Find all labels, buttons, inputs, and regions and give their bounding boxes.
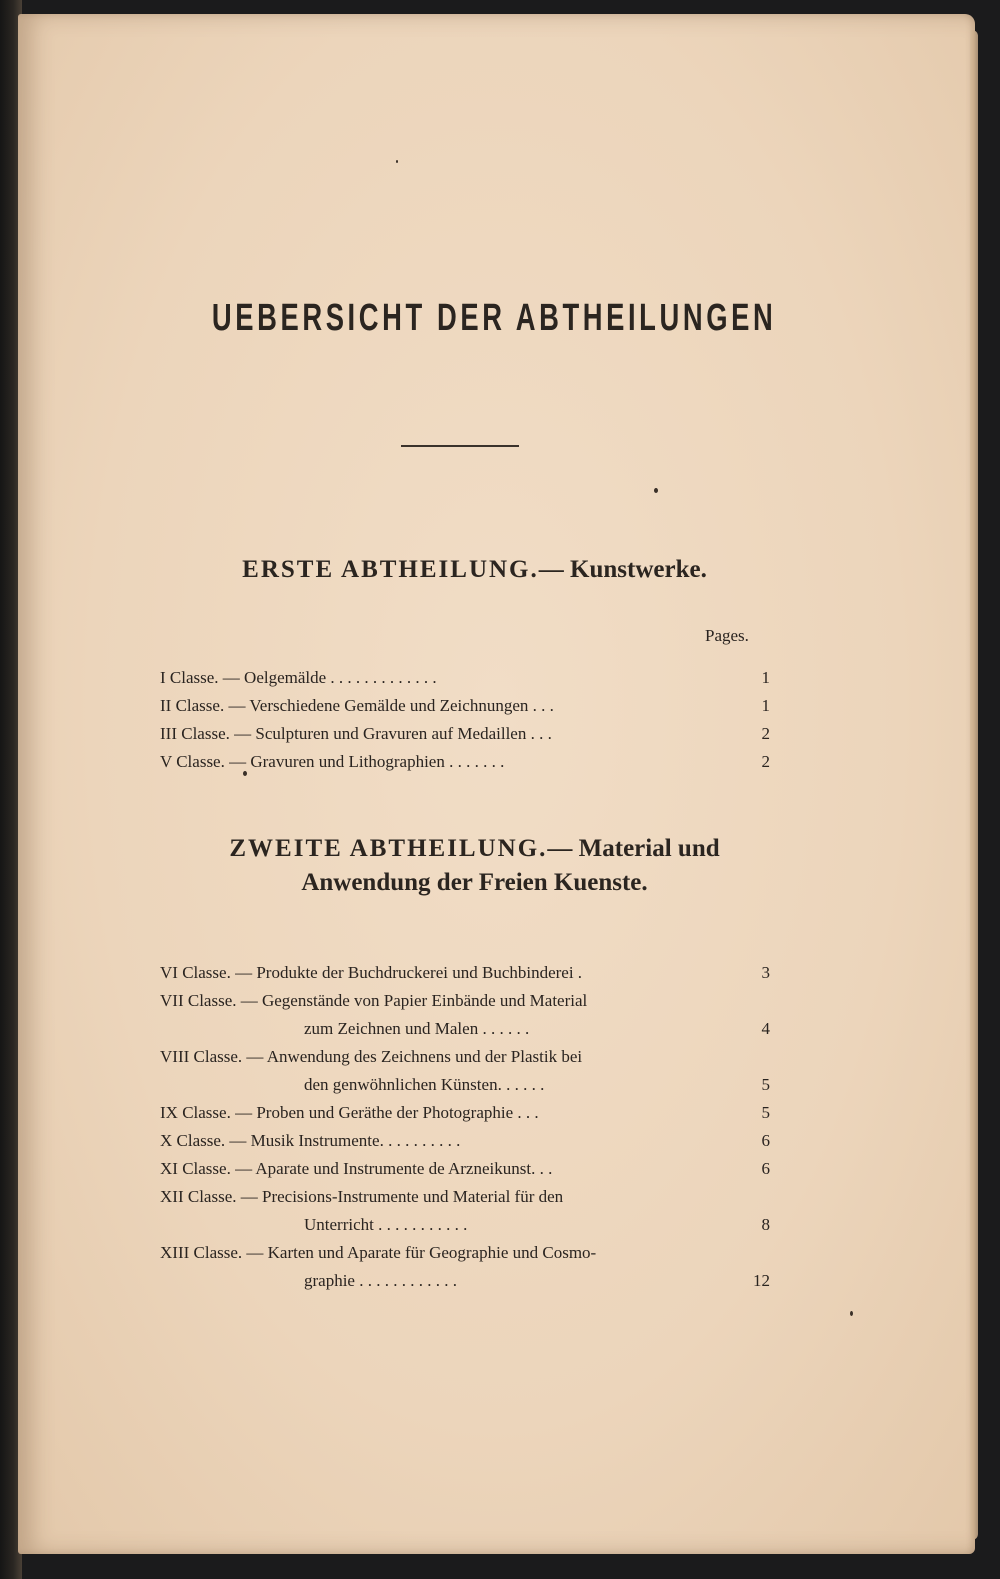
toc-entry-text: XI Classe. — Aparate und Instrumente de Arzneikunst. . . bbox=[160, 1159, 553, 1178]
page-edge bbox=[970, 30, 978, 1540]
toc-entry-page: 1 bbox=[761, 696, 770, 715]
section-heading-erste-label: ERSTE ABTHEILUNG. bbox=[242, 556, 539, 583]
toc-entry bbox=[160, 959, 772, 987]
section-heading-erste bbox=[18, 556, 931, 584]
section-heading-zweite-line1 bbox=[18, 832, 931, 866]
toc-entry-page: 12 bbox=[753, 1271, 770, 1290]
ink-speck bbox=[850, 1311, 853, 1316]
toc-list-zweite bbox=[160, 959, 772, 1295]
toc-entry bbox=[160, 1155, 772, 1183]
toc-entry bbox=[160, 664, 772, 692]
section-heading-zweite-label: ZWEITE ABTHEILUNG. bbox=[229, 835, 548, 862]
toc-entry bbox=[160, 1043, 772, 1099]
pages-column-label: Pages. bbox=[705, 626, 749, 645]
section-heading-zweite bbox=[18, 832, 931, 900]
toc-entry-continuation: graphie . . . . . . . . . . . . bbox=[304, 1271, 457, 1290]
toc-entry bbox=[160, 1239, 772, 1295]
section-heading-erste-subtitle: — Kunstwerke. bbox=[538, 556, 707, 583]
toc-entry bbox=[160, 987, 772, 1043]
toc-entry-text: XIII Classe. — Karten und Aparate für Geographie und Cosmo- bbox=[160, 1243, 597, 1262]
toc-entry-text: XII Classe. — Precisions-Instrumente und Material für den bbox=[160, 1187, 564, 1206]
toc-entry-page: 6 bbox=[761, 1131, 770, 1150]
toc-entry-page: 8 bbox=[761, 1215, 770, 1234]
ink-speck bbox=[243, 771, 247, 776]
toc-entry-page: 5 bbox=[761, 1103, 770, 1122]
toc-entry-page: 2 bbox=[761, 752, 770, 771]
toc-entry-text: I Classe. — Oelgemälde . . . . . . . . . . . . . bbox=[160, 668, 437, 687]
toc-entry-page: 6 bbox=[761, 1159, 770, 1178]
toc-entry bbox=[160, 1127, 772, 1155]
ink-speck bbox=[654, 488, 658, 493]
page-title: UEBERSICHT DER ABTHEILUNGEN bbox=[211, 297, 777, 339]
toc-entry-text: IX Classe. — Proben und Geräthe der Photographie . . . bbox=[160, 1103, 539, 1122]
toc-entry bbox=[160, 1099, 772, 1127]
section-heading-zweite-subtitle1: — Material und bbox=[547, 835, 720, 862]
section-heading-zweite-subtitle2: Anwendung der Freien Kuenste. bbox=[301, 869, 648, 896]
toc-entry-text: VIII Classe. — Anwendung des Zeichnens und der Plastik bei bbox=[160, 1047, 583, 1066]
toc-entry-text: III Classe. — Sculpturen und Gravuren auf Medaillen . . . bbox=[160, 724, 552, 743]
book-page bbox=[18, 14, 975, 1554]
toc-entry bbox=[160, 720, 772, 748]
toc-entry-page: 2 bbox=[761, 724, 770, 743]
toc-entry-continuation: den genwöhnlichen Künsten. . . . . . bbox=[304, 1075, 545, 1094]
toc-entry-page: 5 bbox=[761, 1075, 770, 1094]
toc-entry-continuation: Unterricht . . . . . . . . . . . bbox=[304, 1215, 468, 1234]
toc-list-erste bbox=[160, 664, 772, 776]
toc-entry-text: X Classe. — Musik Instrumente. . . . . . . . . . bbox=[160, 1131, 461, 1150]
toc-entry bbox=[160, 748, 772, 776]
ink-speck bbox=[396, 160, 398, 163]
toc-entry-text: V Classe. — Gravuren und Lithographien . . . . . . . bbox=[160, 752, 505, 771]
toc-entry-page: 3 bbox=[761, 963, 770, 982]
toc-entry-page: 1 bbox=[761, 668, 770, 687]
toc-entry-text: VI Classe. — Produkte der Buchdruckerei und Buchbinderei . bbox=[160, 963, 583, 982]
toc-entry-text: II Classe. — Verschiedene Gemälde und Zeichnungen . . . bbox=[160, 696, 554, 715]
toc-entry-continuation: zum Zeichnen und Malen . . . . . . bbox=[304, 1019, 530, 1038]
toc-entry bbox=[160, 1183, 772, 1239]
toc-entry-text: VII Classe. — Gegenstände von Papier Einbände und Material bbox=[160, 991, 588, 1010]
title-rule bbox=[401, 445, 519, 447]
toc-entry-page: 4 bbox=[761, 1019, 770, 1038]
toc-entry bbox=[160, 692, 772, 720]
